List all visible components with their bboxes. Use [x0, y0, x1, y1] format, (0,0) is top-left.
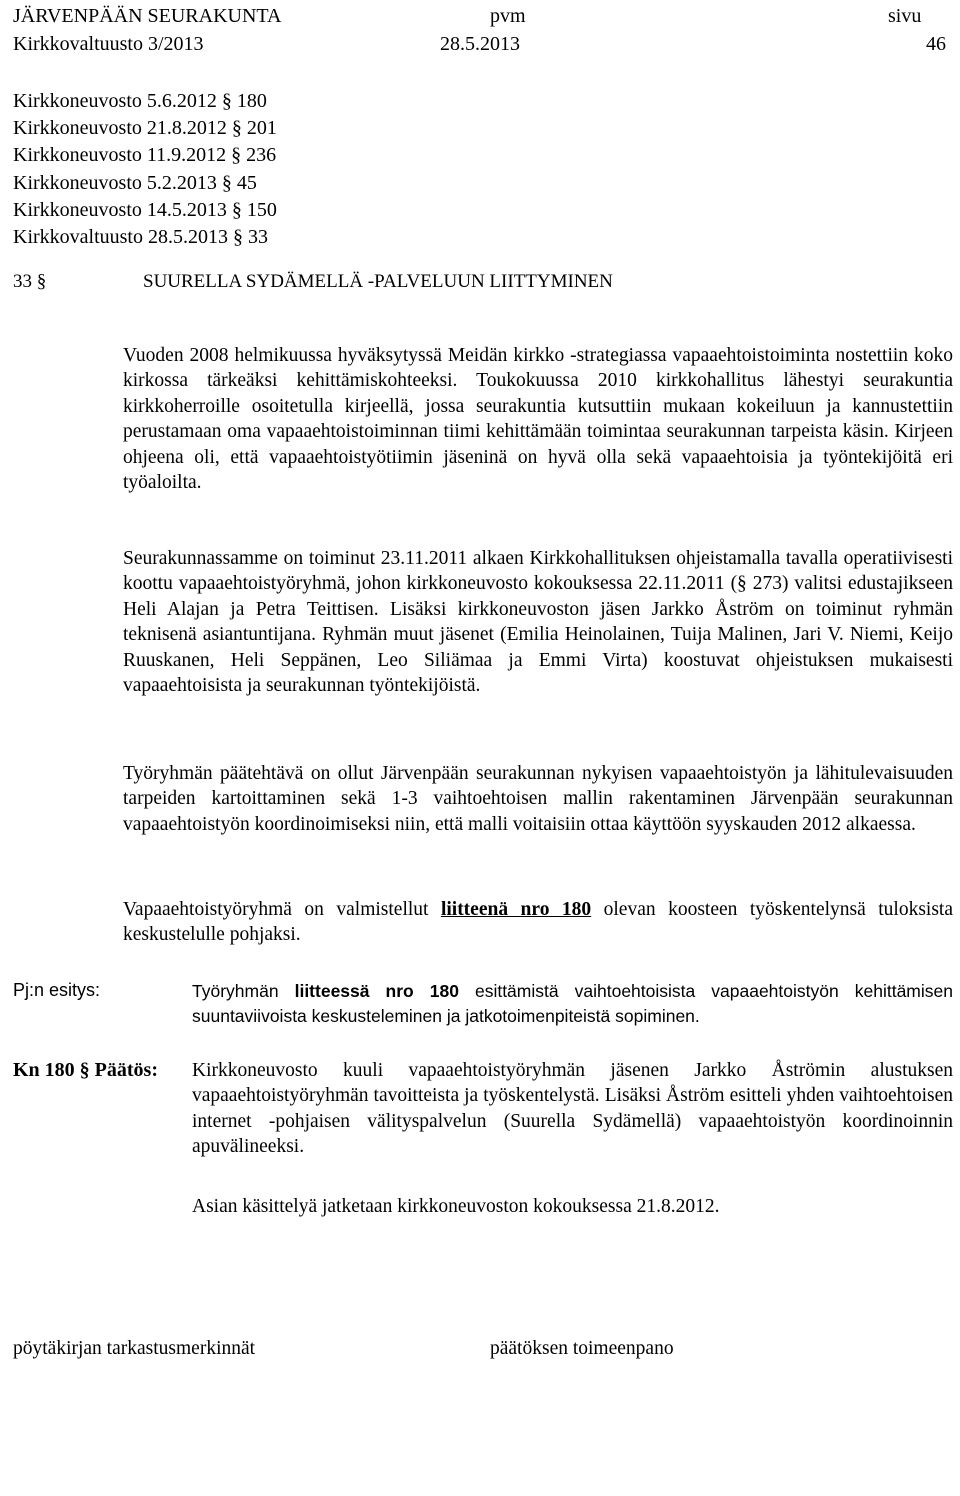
section-title: SUURELLA SYDÄMELLÄ -PALVELUUN LIITTYMINEN — [143, 271, 613, 292]
decision-text — [192, 1058, 953, 1160]
decision-followup — [192, 1194, 953, 1219]
section-heading — [13, 271, 613, 293]
body-paragraph-4 — [123, 897, 953, 948]
page-number: 46 — [926, 33, 946, 55]
text-run: Vapaaehtoistyöryhmä on valmistellut — [123, 899, 441, 920]
proposal-label: Pj:n esitys: — [13, 980, 101, 1000]
footer-review-marks: pöytäkirjan tarkastusmerkinnät — [13, 1338, 256, 1359]
paragraph-text: Kirkkoneuvosto kuuli vapaaehtoistyöryhmän jäsenen Jarkko Åströmin alustuksen vapaaehtoistyöryhmän tavoitteista ja työskentelystä. Lisäksi Åström esitteli yhden vaihtoehtoisen internet -pohjaisen välityspalvelun (Suurella Sydämellä) vapaaehtoistyön koordinoinnin apuvälineeksi. — [192, 1060, 953, 1158]
meeting-date: 28.5.2013 — [440, 33, 520, 55]
history-item: Kirkkovaltuusto 28.5.2013 § 33 — [13, 226, 268, 249]
paragraph-text: Seurakunnassamme on toiminut 23.11.2011 alkaen Kirkkohallituksen ohjeistamalla tavalla operatiivisesti koottu vapaaehtoistyöryhmä, johon kirkkoneuvosto kokouksessa 22.11.2011 (§ 273) valitsi edustajikseen Heli Alajan ja Petra Teittisen. Lisäksi kirkkoneuvoston jäsen Jarkko Åström on toiminut ryhmän teknisenä asiantuntijana. Ryhmän muut jäsenet (Emilia Heinolainen, Tuija Malinen, Jari V. Niemi, Keijo Ruuskanen, Heli Seppänen, Leo Siliämaa ja Emmi Virta) koostuvat ohjeistuksen mukaisesti vapaaehtoisista ja seurakunnan työntekijöistä. — [123, 548, 953, 697]
text-run: olevan koosteen työskentelynsä tuloksista keskustelulle pohjaksi. — [123, 899, 953, 946]
attachment-reference: liitteenä nro 180 — [440, 899, 592, 920]
history-item: Kirkkoneuvosto 5.2.2013 § 45 — [13, 171, 257, 194]
proposal-text — [192, 979, 953, 1030]
decision-label: Kn 180 § Päätös: — [13, 1059, 158, 1081]
history-item: Kirkkoneuvosto 14.5.2013 § 150 — [13, 198, 277, 221]
organization-name: JÄRVENPÄÄN SEURAKUNTA — [13, 5, 282, 27]
history-item: Kirkkoneuvosto 21.8.2012 § 201 — [13, 117, 277, 140]
paragraph-text: Vuoden 2008 helmikuussa hyväksytyssä Meidän kirkko -strategiassa vapaaehtoistoiminta nostettiin koko kirkossa tärkeäksi kehittämiskohteeksi. Toukokuussa 2010 kirkkohallitus lähestyi seurakuntia kirkkoherroille osoitetulla kirjeellä, jossa seurakuntia kutsuttiin mukaan kokeiluun ja kannustettiin perustamaan oma vapaaehtoistoiminnan tiimi kehittämään toimintaa seurakunnan tarpeista käsin. Kirjeen ohjeena oli, että vapaaehtoistyötiimin jäseninä on hyvä olla sekä vapaaehtoisia ja työntekijöitä eri työaloilta. — [123, 345, 953, 494]
paragraph-text: Asian käsittelyä jatketaan kirkkoneuvoston kokouksessa 21.8.2012. — [192, 1196, 720, 1217]
meeting-name: Kirkkovaltuusto 3/2013 — [13, 33, 204, 55]
footer-implementation: päätöksen toimeenpano — [490, 1338, 674, 1359]
body-paragraph-2 — [123, 546, 953, 698]
text-run: Työryhmän — [192, 981, 295, 1001]
page-label: sivu — [888, 5, 922, 27]
section-number: 33 § — [13, 271, 47, 292]
paragraph-text — [123, 897, 953, 948]
date-label: pvm — [490, 5, 526, 27]
handling-history — [13, 88, 277, 251]
body-paragraph-1 — [123, 343, 953, 495]
history-item: Kirkkoneuvosto 5.6.2012 § 180 — [13, 90, 267, 112]
text-run: esittämistä vaihtoehtoisista vapaaehtoistyön kehittämisen suuntaviivoista keskusteleminen ja jatkotoimenpiteistä sopiminen. — [192, 981, 953, 1027]
body-paragraph-3 — [123, 761, 953, 837]
paragraph-text: Työryhmän päätehtävä on ollut Järvenpään seurakunnan nykyisen vapaaehtoistyön ja lähitulevaisuuden tarpeiden kartoittaminen sekä 1-3 vaihtoehtoisen mallin rakentaminen Järvenpään seurakunnan vapaaehtoistyön koordinoimiseksi niin, että malli voitaisiin ottaa käyttöön syyskauden 2012 alkaessa. — [123, 763, 953, 835]
history-item: Kirkkoneuvosto 11.9.2012 § 236 — [13, 144, 277, 167]
attachment-reference: liitteessä nro 180 — [294, 981, 459, 1001]
